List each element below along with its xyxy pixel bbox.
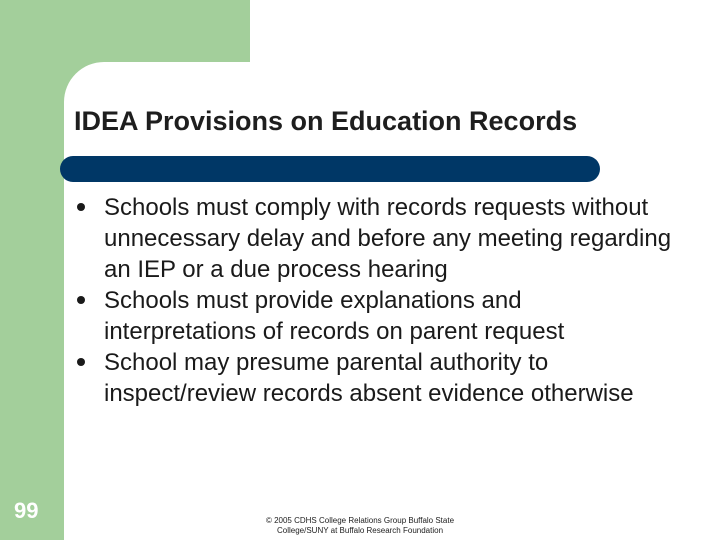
footer-line: © 2005 CDHS College Relations Group Buffalo State xyxy=(265,516,455,525)
bullet-text: Schools must comply with records requests without unnecessary delay and before any meeting regarding an IEP or a due process hearing xyxy=(104,194,672,283)
bullet-text: Schools must provide explanations and interpretations of records on parent request xyxy=(104,287,565,345)
green-side-band xyxy=(0,102,64,540)
bullet-item xyxy=(74,192,674,285)
page-number: 99 xyxy=(14,498,39,523)
bullet-item xyxy=(74,347,674,409)
bullet-dot-icon xyxy=(77,296,85,304)
footer-copyright xyxy=(220,516,500,536)
bullet-dot-icon xyxy=(77,358,85,366)
slide-title: IDEA Provisions on Education Records xyxy=(74,106,578,136)
footer-line: College/SUNY at Buffalo Research Foundation xyxy=(276,526,444,535)
title-underline-bar xyxy=(60,156,600,182)
bullet-text: School may presume parental authority to inspect/review records absent evidence otherwise xyxy=(104,349,634,407)
bullet-item xyxy=(74,285,674,347)
bullet-dot-icon xyxy=(77,203,85,211)
bullet-list xyxy=(74,192,674,409)
